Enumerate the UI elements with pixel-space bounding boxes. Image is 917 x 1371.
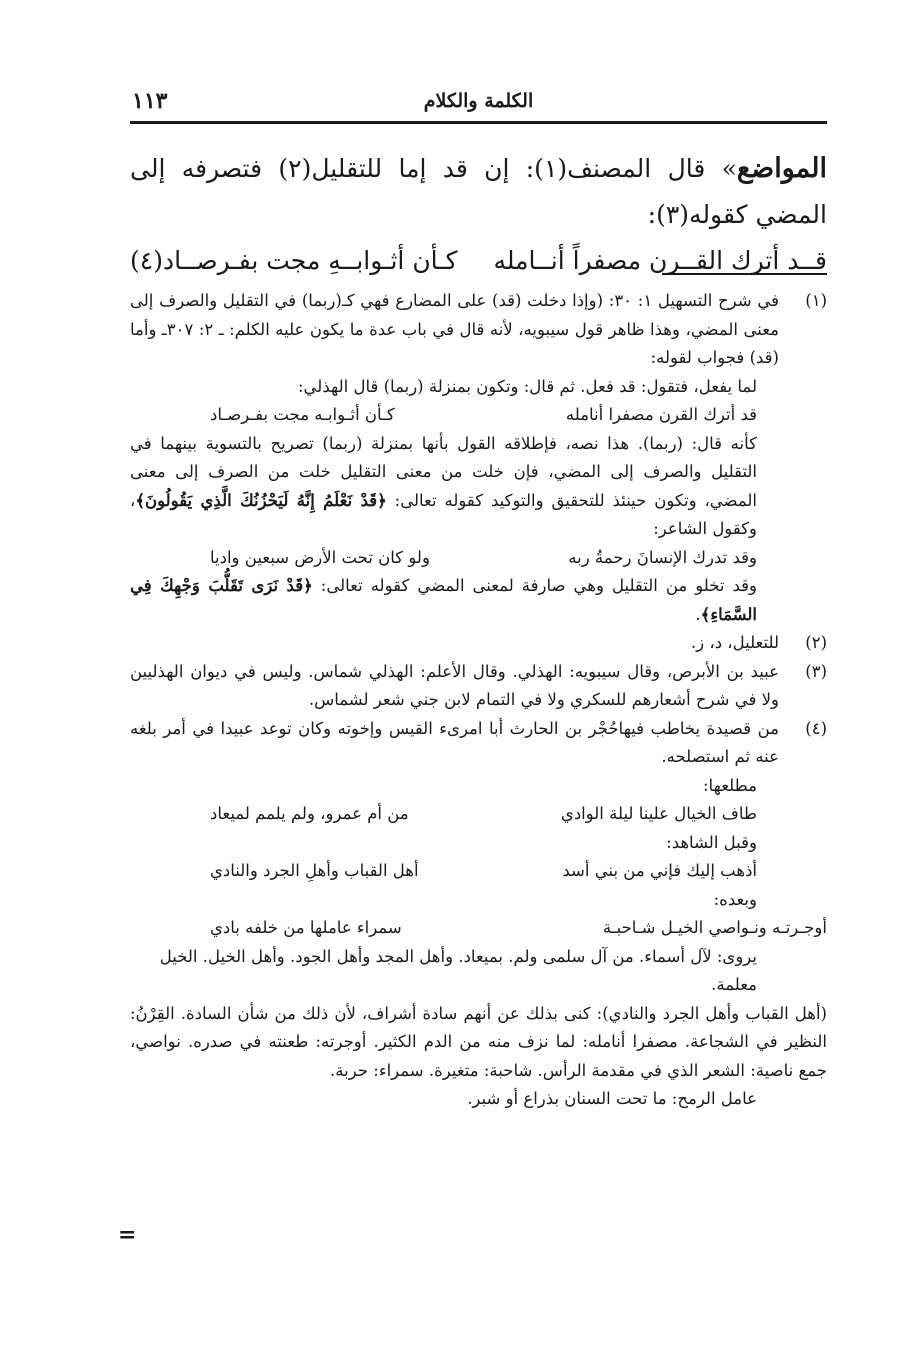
verse-right: وقد تدرك الإنسانَ رحمةُ ربه xyxy=(568,547,757,567)
para-text: . xyxy=(695,604,701,624)
verse-left: أهل القباب وأهلِ الجرد والنادي xyxy=(210,861,419,880)
footnote-4-label-3: وبعده: xyxy=(713,889,757,909)
verse-left: كـأن أثـوابـه مجت بفـرصـاد xyxy=(210,405,395,424)
footnote-3 xyxy=(130,658,827,715)
verse-right: أذهب إليك فإني من بني أسد xyxy=(562,861,757,880)
main-text xyxy=(130,146,827,284)
footnote-4-para-4: عامل الرمح: ما تحت السنان بذراع أو شبر. xyxy=(467,1089,757,1108)
verse-left: ولو كان تحت الأرض سبعين واديا xyxy=(210,547,430,567)
header-rule xyxy=(130,121,827,124)
footnote-4-para-3: (أهل القباب وأهل الجرد والنادي): كنى بذلك عن أنهم سادة أشراف، لأن ذلك من شأن السادة. القِرْنُ: النظير في الشجاعة. مصفرا أنامله: لما نزف منه من الدم الكثير. أوجرته: طعنته في صدره. نواصي، جمع ناصية: الشعر الذي في مقدمة الرأس. شاحبة: متغيرة. سمراء: حربة. xyxy=(130,1003,827,1080)
running-title: الكلمة والكلام xyxy=(423,90,534,112)
footnote-4-label-1: مطلعها: xyxy=(703,775,757,795)
para-text: ، وكقول الشاعر: xyxy=(130,490,757,538)
footnote-4-verse-2 xyxy=(130,857,779,886)
main-bold-word: المواضع xyxy=(736,153,828,184)
page-header xyxy=(130,86,827,120)
footnote-2 xyxy=(130,629,827,658)
quran-quote-1: ﴿قَدْ نَعْلَمُ إِنَّهُ لَيَحْزُنُكَ الَّذِي يَقُولُونَ﴾ xyxy=(135,490,387,510)
main-line-1-rest: » قال المصنف(١): إن قد إما للتقليل(٢) فتصرفه إلى المضي كقوله(٣): xyxy=(130,154,827,229)
footnote-1 xyxy=(130,287,827,629)
verse-right: قد أترك القرن مصفرا أنامله xyxy=(565,405,757,424)
main-line-1 xyxy=(130,146,827,238)
footnotes xyxy=(130,287,827,1114)
footnote-2-text: للتعليل، د، ز. xyxy=(690,633,779,652)
footnote-number: (١) xyxy=(805,291,827,310)
verse-left: من أم عمرو، ولم يلمم لميعاد xyxy=(210,804,409,823)
footnote-3-text: عبيد بن الأبرص، وقال سيبويه: الهذلي. وقال الأعلم: الهذلي شماس. وليس في ديوان الهذليين ولا في شرح أشعارهم للسكري ولا في التمام لابن جني شعر لشماس. xyxy=(130,661,779,709)
footnote-rule xyxy=(662,273,827,275)
margin-mark: = xyxy=(118,1222,137,1248)
main-verse xyxy=(130,238,827,284)
footnote-1-para-1: في شرح التسهيل ١: ٣٠: (وإذا دخلت (قد) على المضارع فهي كـ(ربما) في التقليل والصرف إلى معنى المضي، وهذا ظاهر قول سيبويه، لأنه قال في باب عدة ما يكون عليه الكلم: ـ ٢: ٣٠٧ـ وأما (قد) فجواب لقوله: xyxy=(130,291,780,367)
main-verse-left: كـأن أثـوابــهِ مجت بفـرصــاد(٤) xyxy=(130,246,458,275)
para-text: وقد تخلو من التقليل وهي صارفة لمعنى المضي كقوله تعالى: xyxy=(312,576,757,595)
para-text: كأنه قال: (ربما). هذا نصه، فإطلاقه القول بأنها بمنزلة (ربما) تصريح بالتسوية بينهما في التقليل والصرف إلى المضي، فإن خلت من معنى التقليل خلت من الصرف إلى معنى المضي، وتكون حينئذ للتحقيق والتوكيد كقوله تعالى: xyxy=(130,433,757,510)
footnote-1-para-3 xyxy=(130,430,779,544)
footnote-number: (٣) xyxy=(805,661,827,681)
footnote-4-para-2: يروى: لآل أسماء. من آل سلمى ولم. بميعاد. وأهل المجد وأهل الجود. وأهل الخيل. الخيل معلمة. xyxy=(159,946,757,994)
page-number: ١١٣ xyxy=(132,88,168,114)
footnote-4-verse-1 xyxy=(130,800,779,829)
verse-left: سمراء عاملها من خلفه بادي xyxy=(210,918,402,937)
main-verse-right: قــد أترك القــرن مصفراً أنــامله xyxy=(493,246,827,275)
quran-quote-2: ﴿قَدْ نَرَى تَقَلُّبَ وَجْهِكَ فِي السَّمَاءِ﴾ xyxy=(130,576,757,624)
footnote-4-para-1: من قصيدة يخاطب فيهاحُجْر بن الحارث أبا امرىء القيس وإخوته وكان توعد عبيدا في أمر بلغه عنه ثم استصلحه. xyxy=(130,718,779,766)
verse-right: أوجـرتـه ونـواصي الخيـل شـاحبـة xyxy=(602,918,827,937)
footnote-4-label-2: وقبل الشاهد: xyxy=(666,832,757,852)
footnote-4 xyxy=(130,715,827,915)
footnote-4-verse-3 xyxy=(130,914,827,943)
footnote-1-para-2: لما يفعل، فتقول: قد فعل. ثم قال: وتكون بمنزلة (ربما) قال الهذلي: xyxy=(298,376,757,396)
footnote-number: (٤) xyxy=(805,718,827,738)
footnote-1-verse-1 xyxy=(130,401,779,430)
footnote-number: (٢) xyxy=(805,633,827,652)
footnote-1-verse-2 xyxy=(130,544,779,573)
footnote-1-para-4 xyxy=(130,572,779,629)
verse-right: طاف الخيال علينا ليلة الوادي xyxy=(560,804,757,823)
